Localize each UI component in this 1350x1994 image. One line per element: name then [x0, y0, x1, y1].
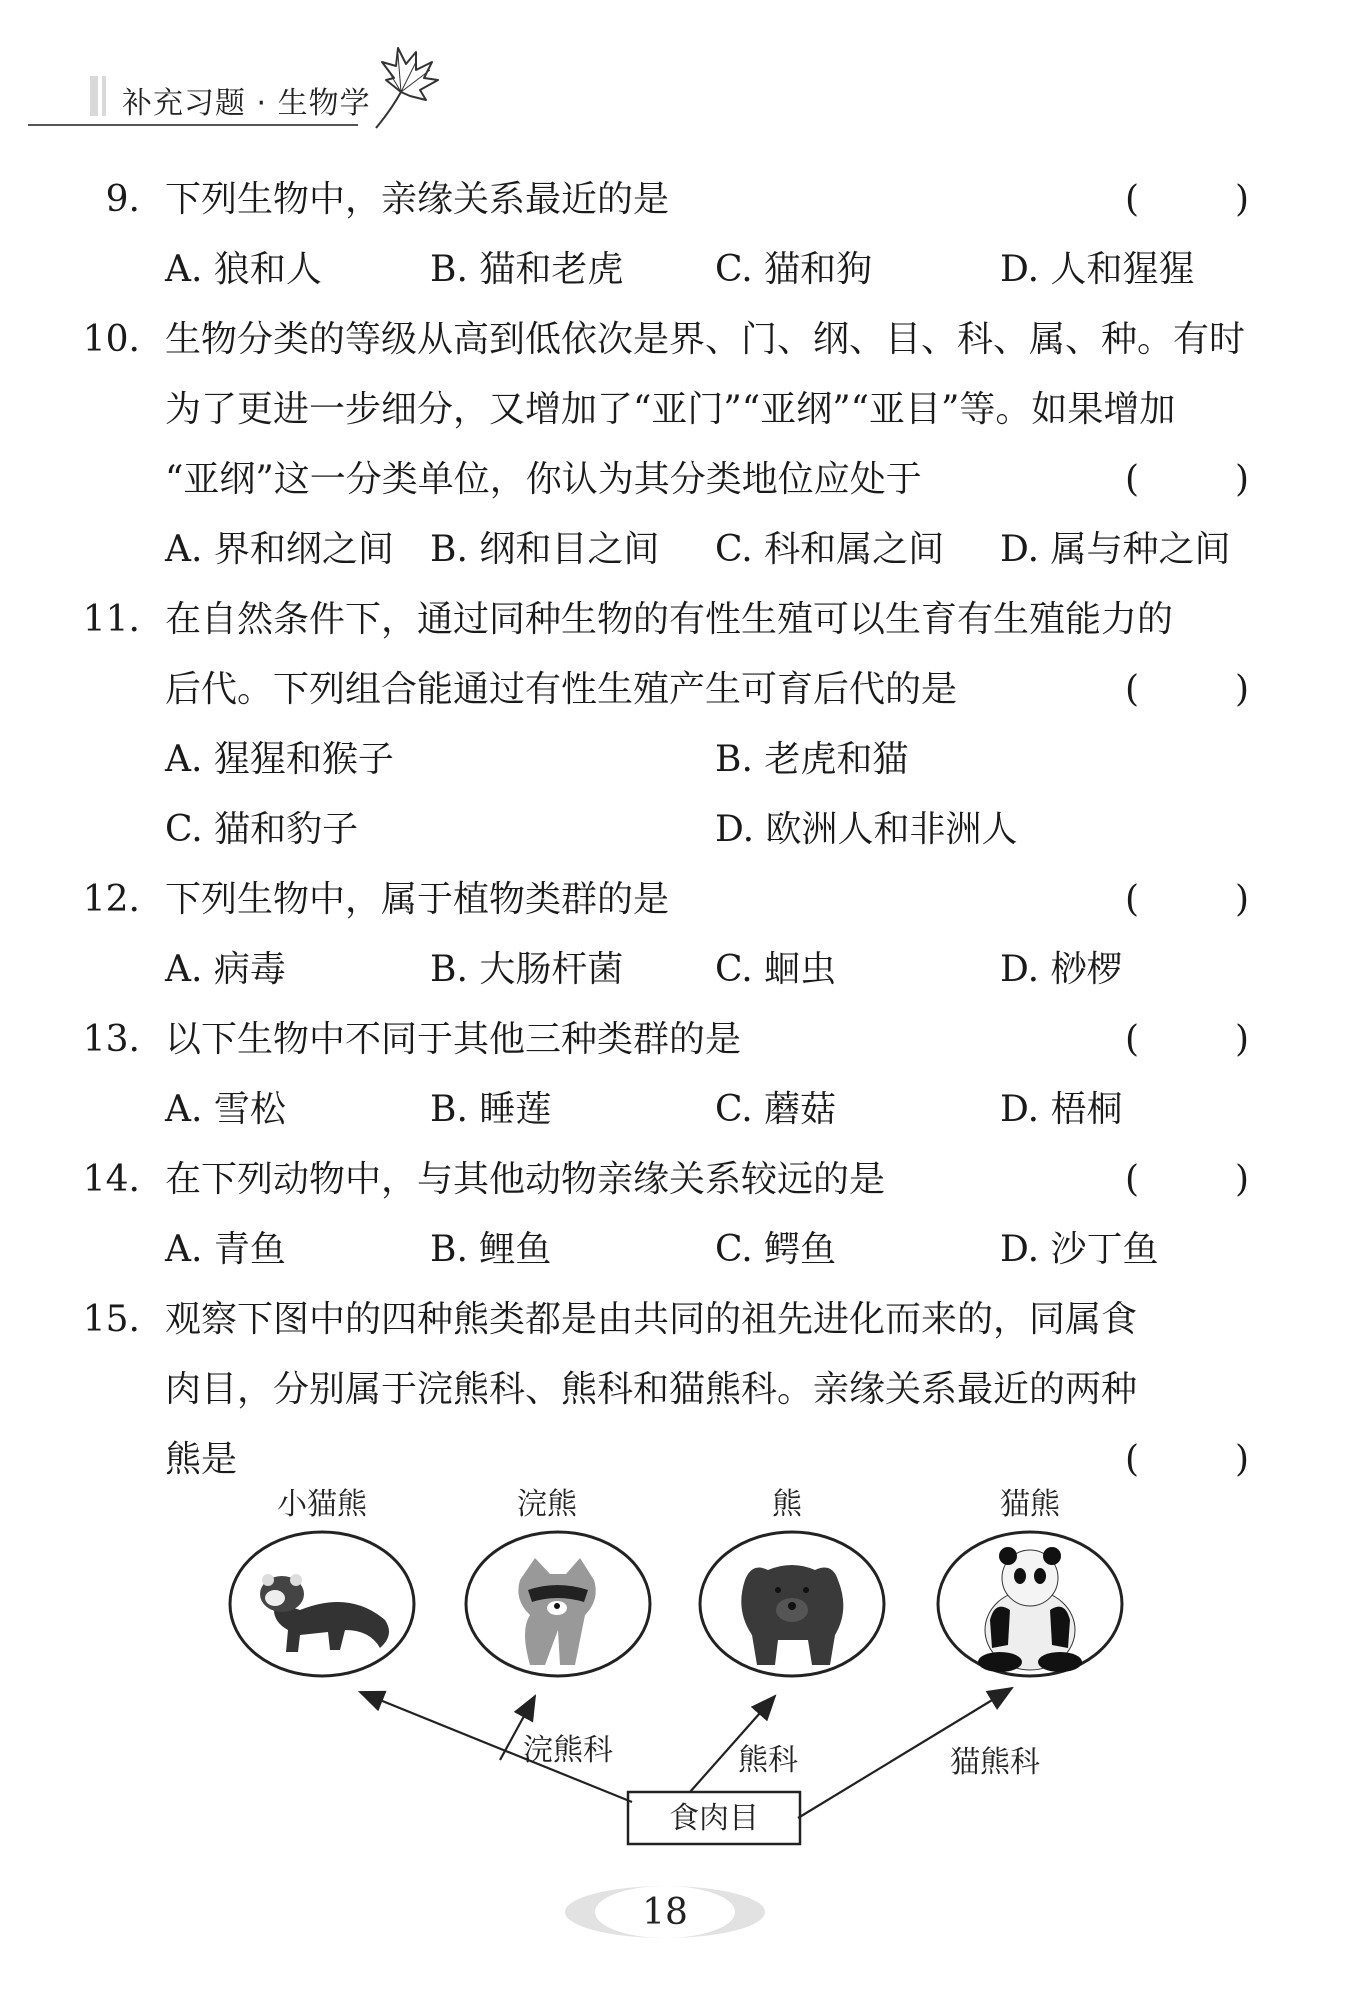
- option-b: B. 老虎和猫: [715, 739, 909, 780]
- option-d: D. 属与种之间: [1000, 529, 1231, 570]
- question-text: 肉目，分别属于浣熊科、熊科和猫熊科。亲缘关系最近的两种: [165, 1369, 1138, 1410]
- question-number: 13.: [82, 1019, 140, 1060]
- question-text: 生物分类的等级从高到低依次是界、门、纲、目、科、属、种。有时: [165, 319, 1246, 360]
- question-text: 为了更进一步细分，又增加了“亚门”“亚纲”“亚目”等。如果增加: [165, 389, 1176, 430]
- question-text: “亚纲”这一分类单位，你认为其分类地位应处于: [165, 459, 922, 500]
- animal-label-red-panda: 小猫熊: [277, 1487, 367, 1522]
- question-number: 10.: [82, 319, 140, 360]
- option-b: B. 睡莲: [430, 1089, 552, 1130]
- option-a: A. 猩猩和猴子: [165, 739, 394, 780]
- animal-label-giant-panda: 猫熊: [1000, 1487, 1060, 1522]
- question-number: 9.: [105, 179, 140, 220]
- answer-parentheses: ( ): [1125, 879, 1250, 920]
- option-b: B. 猫和老虎: [430, 249, 624, 290]
- option-a: A. 病毒: [165, 949, 286, 990]
- header-bar: [102, 76, 106, 116]
- answer-parentheses: ( ): [1125, 459, 1250, 500]
- question-number: 12.: [82, 879, 140, 920]
- answer-parentheses: ( ): [1125, 1439, 1250, 1480]
- option-d: D. 人和猩猩: [1000, 249, 1195, 290]
- option-a: A. 雪松: [165, 1089, 286, 1130]
- animal-label-raccoon: 浣熊: [517, 1487, 577, 1522]
- animal-label-bear: 熊: [772, 1487, 802, 1522]
- answer-parentheses: ( ): [1125, 179, 1250, 220]
- question-text: 后代。下列组合能通过有性生殖产生可育后代的是: [165, 669, 958, 710]
- header-title: 补充习题 · 生物学: [122, 86, 371, 121]
- question-number: 11.: [82, 599, 140, 640]
- question-text: 熊是: [165, 1439, 238, 1480]
- option-a: A. 青鱼: [165, 1229, 286, 1270]
- option-c: C. 蘑菇: [715, 1089, 837, 1130]
- question-text: 以下生物中不同于其他三种类群的是: [165, 1019, 742, 1060]
- page-header: [28, 40, 448, 132]
- question-text: 观察下图中的四种熊类都是由共同的祖先进化而来的，同属食: [165, 1299, 1138, 1340]
- answer-parentheses: ( ): [1125, 1159, 1250, 1200]
- option-b: B. 鲤鱼: [430, 1229, 552, 1270]
- family-label-ursidae: 熊科: [738, 1743, 798, 1778]
- maple-leaf-icon: [346, 40, 456, 132]
- page-number-badge: [560, 1882, 770, 1942]
- option-a: A. 界和纲之间: [165, 529, 394, 570]
- root-label: 食肉目: [669, 1801, 759, 1836]
- question-number: 14.: [82, 1159, 140, 1200]
- option-c: C. 蛔虫: [715, 949, 837, 990]
- option-c: C. 鳄鱼: [715, 1229, 837, 1270]
- option-b: B. 大肠杆菌: [430, 949, 624, 990]
- header-bar: [90, 76, 98, 116]
- option-b: B. 纲和目之间: [430, 529, 660, 570]
- question-text: 下列生物中，属于植物类群的是: [165, 879, 670, 920]
- option-c: C. 猫和狗: [715, 249, 873, 290]
- question-number: 15.: [82, 1299, 140, 1340]
- question-text: 在自然条件下，通过同种生物的有性生殖可以生育有生殖能力的: [165, 599, 1174, 640]
- option-c: C. 猫和豹子: [165, 809, 359, 850]
- option-c: C. 科和属之间: [715, 529, 945, 570]
- option-d: D. 沙丁鱼: [1000, 1229, 1159, 1270]
- option-d: D. 欧洲人和非洲人: [715, 809, 1018, 850]
- answer-parentheses: ( ): [1125, 669, 1250, 710]
- option-a: A. 狼和人: [165, 249, 322, 290]
- bear-phylogeny-diagram: [0, 1470, 1350, 1850]
- question-text: 下列生物中，亲缘关系最近的是: [165, 179, 670, 220]
- page-number: 18: [642, 1892, 688, 1933]
- question-text: 在下列动物中，与其他动物亲缘关系较远的是: [165, 1159, 886, 1200]
- answer-parentheses: ( ): [1125, 1019, 1250, 1060]
- family-label-ailuropodidae: 猫熊科: [950, 1745, 1040, 1780]
- option-d: D. 桫椤: [1000, 949, 1123, 990]
- option-d: D. 梧桐: [1000, 1089, 1123, 1130]
- header-rule: [28, 124, 358, 126]
- family-label-procyonidae: 浣熊科: [523, 1733, 613, 1768]
